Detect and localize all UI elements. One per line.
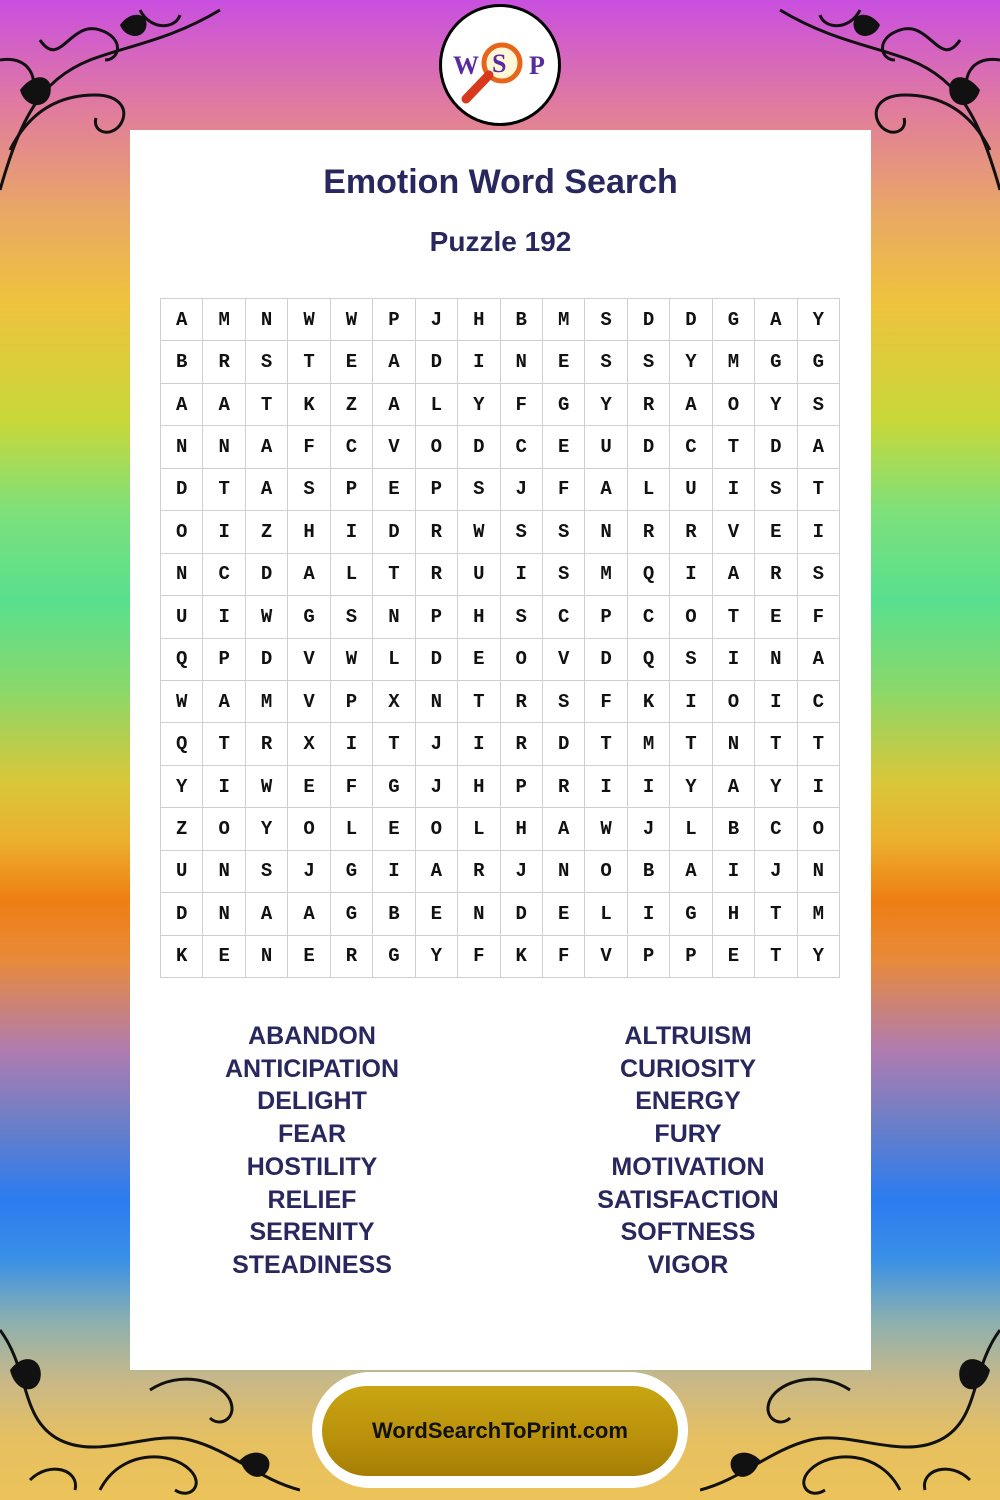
grid-cell[interactable]: I	[628, 766, 670, 808]
grid-cell[interactable]: O	[416, 808, 458, 850]
grid-cell[interactable]: D	[416, 341, 458, 383]
grid-cell[interactable]: S	[246, 851, 288, 893]
grid-cell[interactable]: T	[458, 681, 500, 723]
grid-cell[interactable]: I	[628, 893, 670, 935]
grid-cell[interactable]: F	[501, 384, 543, 426]
grid-cell[interactable]: N	[246, 299, 288, 341]
grid-cell[interactable]: E	[203, 936, 245, 978]
grid-cell[interactable]: P	[670, 936, 712, 978]
grid-cell[interactable]: W	[331, 639, 373, 681]
word-list-item: SERENITY	[249, 1218, 375, 1247]
grid-cell[interactable]: A	[670, 851, 712, 893]
grid-cell[interactable]: I	[458, 341, 500, 383]
grid-cell[interactable]: S	[543, 554, 585, 596]
page-title: Emotion Word Search	[323, 163, 678, 201]
grid-cell[interactable]: N	[501, 341, 543, 383]
grid-cell[interactable]: N	[543, 851, 585, 893]
grid-cell[interactable]: H	[501, 808, 543, 850]
grid-cell[interactable]: B	[628, 851, 670, 893]
grid-cell[interactable]: A	[203, 681, 245, 723]
grid-cell[interactable]: T	[798, 469, 840, 511]
grid-cell[interactable]: T	[713, 426, 755, 468]
grid-cell[interactable]: Z	[331, 384, 373, 426]
grid-cell[interactable]: G	[288, 596, 330, 638]
grid-cell[interactable]: M	[246, 681, 288, 723]
grid-cell[interactable]: A	[798, 426, 840, 468]
grid-cell[interactable]: J	[628, 808, 670, 850]
grid-cell[interactable]: Q	[161, 639, 203, 681]
grid-cell[interactable]: N	[203, 893, 245, 935]
grid-cell[interactable]: Y	[755, 766, 797, 808]
grid-cell[interactable]: Y	[416, 936, 458, 978]
grid-cell[interactable]: D	[161, 893, 203, 935]
grid-cell[interactable]: T	[755, 723, 797, 765]
word-list-item: ALTRUISM	[624, 1022, 752, 1050]
grid-cell[interactable]: I	[331, 723, 373, 765]
grid-cell[interactable]: D	[543, 723, 585, 765]
grid-cell[interactable]: O	[670, 596, 712, 638]
grid-cell[interactable]: G	[373, 766, 415, 808]
word-list-item: DELIGHT	[257, 1087, 367, 1116]
grid-cell[interactable]: A	[161, 384, 203, 426]
logo-letter-p: P	[529, 51, 545, 80]
grid-cell[interactable]: F	[585, 681, 627, 723]
word-list-item: RELIEF	[267, 1185, 357, 1214]
grid-cell[interactable]: N	[755, 639, 797, 681]
grid-cell[interactable]: R	[755, 554, 797, 596]
letter-grid	[160, 298, 840, 978]
grid-cell[interactable]: X	[373, 681, 415, 723]
grid-cell[interactable]: E	[416, 893, 458, 935]
grid-cell[interactable]: Z	[246, 511, 288, 553]
grid-cell[interactable]: I	[203, 596, 245, 638]
grid-cell[interactable]: Y	[798, 936, 840, 978]
grid-cell[interactable]: S	[501, 511, 543, 553]
grid-cell[interactable]: P	[373, 299, 415, 341]
grid-cell[interactable]: L	[331, 808, 373, 850]
grid-cell[interactable]: M	[585, 554, 627, 596]
grid-cell[interactable]: L	[373, 639, 415, 681]
grid-cell[interactable]: O	[416, 426, 458, 468]
grid-cell[interactable]: I	[798, 511, 840, 553]
grid-cell[interactable]: T	[288, 341, 330, 383]
grid-cell[interactable]: C	[628, 596, 670, 638]
grid-cell[interactable]: T	[713, 596, 755, 638]
grid-cell[interactable]: A	[798, 639, 840, 681]
grid-cell[interactable]: I	[373, 851, 415, 893]
grid-cell[interactable]: J	[288, 851, 330, 893]
grid-cell[interactable]: J	[416, 766, 458, 808]
grid-cell[interactable]: G	[331, 893, 373, 935]
grid-cell[interactable]: O	[713, 384, 755, 426]
word-list-item: MOTIVATION	[611, 1152, 765, 1181]
grid-cell[interactable]: T	[373, 554, 415, 596]
grid-cell[interactable]: D	[246, 554, 288, 596]
grid-cell[interactable]: I	[331, 511, 373, 553]
grid-cell[interactable]: O	[713, 681, 755, 723]
grid-cell[interactable]: D	[628, 299, 670, 341]
grid-cell[interactable]: W	[585, 808, 627, 850]
grid-cell[interactable]: E	[458, 639, 500, 681]
word-list-item: ENERGY	[635, 1087, 741, 1116]
grid-cell[interactable]: S	[543, 511, 585, 553]
grid-cell[interactable]: U	[585, 426, 627, 468]
grid-cell[interactable]: R	[501, 681, 543, 723]
grid-cell[interactable]: S	[585, 299, 627, 341]
grid-cell[interactable]: N	[203, 426, 245, 468]
grid-cell[interactable]: N	[713, 723, 755, 765]
grid-cell[interactable]: I	[585, 766, 627, 808]
grid-cell[interactable]: H	[713, 893, 755, 935]
grid-cell[interactable]: R	[416, 511, 458, 553]
grid-cell[interactable]: D	[416, 639, 458, 681]
word-list-item: SATISFACTION	[597, 1185, 779, 1214]
grid-cell[interactable]: E	[373, 469, 415, 511]
grid-cell[interactable]: S	[755, 469, 797, 511]
grid-cell[interactable]: M	[798, 893, 840, 935]
word-list-item: SOFTNESS	[620, 1218, 756, 1247]
grid-cell[interactable]: B	[161, 341, 203, 383]
grid-cell[interactable]: H	[458, 596, 500, 638]
grid-cell[interactable]: G	[755, 341, 797, 383]
grid-cell[interactable]: A	[416, 851, 458, 893]
grid-cell[interactable]: A	[288, 554, 330, 596]
grid-cell[interactable]: V	[543, 639, 585, 681]
grid-cell[interactable]: I	[713, 639, 755, 681]
grid-cell[interactable]: T	[670, 723, 712, 765]
grid-cell[interactable]: K	[628, 681, 670, 723]
grid-cell[interactable]: C	[203, 554, 245, 596]
grid-cell[interactable]: S	[670, 639, 712, 681]
grid-cell[interactable]: Y	[670, 766, 712, 808]
grid-cell[interactable]: L	[670, 808, 712, 850]
grid-cell[interactable]: R	[628, 511, 670, 553]
grid-cell[interactable]: J	[501, 469, 543, 511]
grid-cell[interactable]: R	[501, 723, 543, 765]
grid-cell[interactable]: R	[670, 511, 712, 553]
grid-cell[interactable]: N	[203, 851, 245, 893]
grid-cell[interactable]: S	[543, 681, 585, 723]
grid-cell[interactable]: H	[458, 299, 500, 341]
grid-cell[interactable]: P	[416, 596, 458, 638]
grid-cell[interactable]: T	[755, 936, 797, 978]
grid-cell[interactable]: I	[203, 766, 245, 808]
grid-cell[interactable]: V	[713, 511, 755, 553]
grid-cell[interactable]: D	[458, 426, 500, 468]
grid-cell[interactable]: A	[203, 384, 245, 426]
grid-cell[interactable]: I	[798, 766, 840, 808]
grid-cell[interactable]: Q	[628, 554, 670, 596]
grid-cell[interactable]: A	[713, 554, 755, 596]
grid-cell[interactable]: T	[585, 723, 627, 765]
grid-cell[interactable]: S	[458, 469, 500, 511]
grid-cell[interactable]: P	[331, 681, 373, 723]
logo-letter-s: S	[492, 49, 507, 78]
grid-cell[interactable]: E	[373, 808, 415, 850]
grid-cell[interactable]: L	[458, 808, 500, 850]
grid-cell[interactable]: G	[373, 936, 415, 978]
grid-cell[interactable]: O	[288, 808, 330, 850]
grid-cell[interactable]: V	[373, 426, 415, 468]
grid-cell[interactable]: R	[628, 384, 670, 426]
grid-cell[interactable]: Q	[628, 639, 670, 681]
word-list-item: FEAR	[277, 1120, 347, 1149]
grid-cell[interactable]: I	[203, 511, 245, 553]
grid-cell[interactable]: O	[798, 808, 840, 850]
grid-cell[interactable]: I	[713, 469, 755, 511]
grid-cell[interactable]: Y	[458, 384, 500, 426]
grid-cell[interactable]: D	[246, 639, 288, 681]
grid-cell[interactable]: P	[203, 639, 245, 681]
grid-cell[interactable]: E	[543, 893, 585, 935]
grid-cell[interactable]: W	[331, 299, 373, 341]
grid-cell[interactable]: C	[501, 426, 543, 468]
grid-cell[interactable]: R	[543, 766, 585, 808]
grid-cell[interactable]: J	[501, 851, 543, 893]
grid-cell[interactable]: Y	[246, 808, 288, 850]
word-list-item: FURY	[654, 1120, 722, 1149]
word-list-item: ABANDON	[248, 1022, 376, 1050]
grid-cell[interactable]: L	[416, 384, 458, 426]
grid-cell[interactable]: D	[628, 426, 670, 468]
footer-pill	[312, 1372, 688, 1488]
grid-cell[interactable]: A	[713, 766, 755, 808]
grid-cell[interactable]: Z	[161, 808, 203, 850]
grid-cell[interactable]: C	[543, 596, 585, 638]
grid-cell[interactable]: N	[798, 851, 840, 893]
grid-cell[interactable]: E	[755, 511, 797, 553]
grid-cell[interactable]: N	[246, 936, 288, 978]
grid-cell[interactable]: N	[585, 511, 627, 553]
grid-cell[interactable]: N	[373, 596, 415, 638]
grid-cell[interactable]: G	[798, 341, 840, 383]
grid-cell[interactable]: F	[331, 766, 373, 808]
word-list-item: ANTICIPATION	[224, 1054, 400, 1083]
word-list-item: STEADINESS	[232, 1250, 392, 1279]
grid-cell[interactable]: Y	[755, 384, 797, 426]
grid-cell[interactable]: S	[585, 341, 627, 383]
grid-cell[interactable]: J	[755, 851, 797, 893]
grid-cell[interactable]: F	[798, 596, 840, 638]
grid-cell[interactable]: C	[331, 426, 373, 468]
grid-cell[interactable]: T	[246, 384, 288, 426]
grid-cell[interactable]: V	[585, 936, 627, 978]
grid-cell[interactable]: A	[161, 299, 203, 341]
grid-cell[interactable]: I	[458, 723, 500, 765]
grid-cell[interactable]: N	[416, 681, 458, 723]
grid-cell[interactable]: L	[628, 469, 670, 511]
grid-cell[interactable]: E	[713, 936, 755, 978]
grid-cell[interactable]: D	[585, 639, 627, 681]
grid-cell[interactable]: M	[628, 723, 670, 765]
grid-cell[interactable]: D	[501, 893, 543, 935]
grid-cell[interactable]: B	[373, 893, 415, 935]
grid-cell[interactable]: E	[288, 936, 330, 978]
grid-cell[interactable]: A	[246, 893, 288, 935]
grid-cell[interactable]: W	[288, 299, 330, 341]
grid-cell[interactable]: N	[161, 554, 203, 596]
grid-cell[interactable]: B	[713, 808, 755, 850]
grid-cell[interactable]: B	[501, 299, 543, 341]
grid-cell[interactable]: R	[416, 554, 458, 596]
grid-cell[interactable]: Y	[161, 766, 203, 808]
grid-cell[interactable]: G	[713, 299, 755, 341]
grid-cell[interactable]: R	[331, 936, 373, 978]
grid-cell[interactable]: G	[670, 893, 712, 935]
grid-cell[interactable]: K	[288, 384, 330, 426]
grid-cell[interactable]: F	[458, 936, 500, 978]
grid-cell[interactable]: C	[798, 681, 840, 723]
grid-cell[interactable]: M	[203, 299, 245, 341]
grid-cell[interactable]: I	[670, 554, 712, 596]
grid-cell[interactable]: E	[543, 341, 585, 383]
grid-cell[interactable]: T	[203, 723, 245, 765]
grid-cell[interactable]: N	[161, 426, 203, 468]
grid-cell[interactable]: M	[713, 341, 755, 383]
grid-cell[interactable]: U	[458, 554, 500, 596]
grid-cell[interactable]: V	[288, 681, 330, 723]
word-list-left	[152, 1020, 472, 1282]
grid-cell[interactable]: E	[755, 596, 797, 638]
grid-cell[interactable]: I	[501, 554, 543, 596]
grid-cell[interactable]: S	[798, 554, 840, 596]
grid-cell[interactable]: U	[161, 596, 203, 638]
grid-cell[interactable]: A	[670, 384, 712, 426]
grid-cell[interactable]: I	[670, 681, 712, 723]
grid-cell[interactable]: Q	[161, 723, 203, 765]
grid-cell[interactable]: J	[416, 723, 458, 765]
grid-cell[interactable]: U	[670, 469, 712, 511]
grid-cell[interactable]: Y	[585, 384, 627, 426]
grid-cell[interactable]: A	[373, 384, 415, 426]
grid-cell[interactable]: S	[501, 596, 543, 638]
grid-cell[interactable]: K	[161, 936, 203, 978]
grid-cell[interactable]: S	[628, 341, 670, 383]
grid-cell[interactable]: T	[373, 723, 415, 765]
grid-cell[interactable]: I	[713, 851, 755, 893]
grid-cell[interactable]: W	[458, 511, 500, 553]
grid-cell[interactable]: V	[288, 639, 330, 681]
grid-cell[interactable]: W	[246, 596, 288, 638]
logo-letter-w: W	[453, 51, 479, 80]
grid-cell[interactable]: P	[628, 936, 670, 978]
grid-cell[interactable]: D	[161, 469, 203, 511]
grid-cell[interactable]: O	[203, 808, 245, 850]
grid-cell[interactable]: G	[331, 851, 373, 893]
grid-cell[interactable]: E	[331, 341, 373, 383]
grid-cell[interactable]: Y	[798, 299, 840, 341]
grid-cell[interactable]: D	[373, 511, 415, 553]
grid-cell[interactable]: F	[543, 469, 585, 511]
grid-cell[interactable]: R	[246, 723, 288, 765]
word-list-item: HOSTILITY	[246, 1152, 378, 1181]
grid-cell[interactable]: U	[161, 851, 203, 893]
grid-cell[interactable]: F	[543, 936, 585, 978]
grid-cell[interactable]: S	[288, 469, 330, 511]
grid-cell[interactable]: S	[798, 384, 840, 426]
grid-cell[interactable]: J	[416, 299, 458, 341]
grid-cell[interactable]: R	[458, 851, 500, 893]
grid-cell[interactable]: E	[288, 766, 330, 808]
grid-cell[interactable]: F	[288, 426, 330, 468]
wsp-logo[interactable]	[439, 4, 561, 126]
word-list-item: VIGOR	[647, 1250, 729, 1279]
grid-cell[interactable]: N	[458, 893, 500, 935]
grid-cell[interactable]: A	[288, 893, 330, 935]
grid-cell[interactable]: H	[288, 511, 330, 553]
grid-cell[interactable]: L	[585, 893, 627, 935]
grid-cell[interactable]: A	[755, 299, 797, 341]
grid-cell[interactable]: H	[458, 766, 500, 808]
grid-cell[interactable]: I	[755, 681, 797, 723]
grid-cell[interactable]: K	[501, 936, 543, 978]
grid-cell[interactable]: G	[543, 384, 585, 426]
grid-cell[interactable]: A	[543, 808, 585, 850]
grid-cell[interactable]: O	[585, 851, 627, 893]
grid-cell[interactable]: X	[288, 723, 330, 765]
grid-cell[interactable]: M	[543, 299, 585, 341]
grid-cell[interactable]: A	[373, 341, 415, 383]
grid-cell[interactable]: L	[331, 554, 373, 596]
grid-cell[interactable]: T	[755, 893, 797, 935]
grid-cell[interactable]: E	[543, 426, 585, 468]
grid-cell[interactable]: S	[331, 596, 373, 638]
grid-cell[interactable]: A	[585, 469, 627, 511]
grid-cell[interactable]: W	[246, 766, 288, 808]
word-list-item: CURIOSITY	[619, 1054, 757, 1083]
grid-cell[interactable]: C	[755, 808, 797, 850]
grid-cell[interactable]: W	[161, 681, 203, 723]
grid-cell[interactable]: T	[203, 469, 245, 511]
grid-cell[interactable]: O	[161, 511, 203, 553]
grid-cell[interactable]: R	[203, 341, 245, 383]
site-link-button[interactable]: WordSearchToPrint.com	[322, 1386, 678, 1476]
grid-cell[interactable]: Y	[670, 341, 712, 383]
grid-cell[interactable]: O	[501, 639, 543, 681]
grid-cell[interactable]: P	[585, 596, 627, 638]
grid-cell[interactable]: P	[331, 469, 373, 511]
grid-cell[interactable]: D	[670, 299, 712, 341]
grid-cell[interactable]: A	[246, 469, 288, 511]
grid-cell[interactable]: C	[670, 426, 712, 468]
puzzle-number: Puzzle 192	[429, 226, 572, 257]
grid-cell[interactable]: S	[246, 341, 288, 383]
grid-cell[interactable]: A	[246, 426, 288, 468]
word-list-right	[528, 1020, 848, 1282]
grid-cell[interactable]: P	[416, 469, 458, 511]
grid-cell[interactable]: D	[755, 426, 797, 468]
grid-cell[interactable]: T	[798, 723, 840, 765]
grid-cell[interactable]: P	[501, 766, 543, 808]
